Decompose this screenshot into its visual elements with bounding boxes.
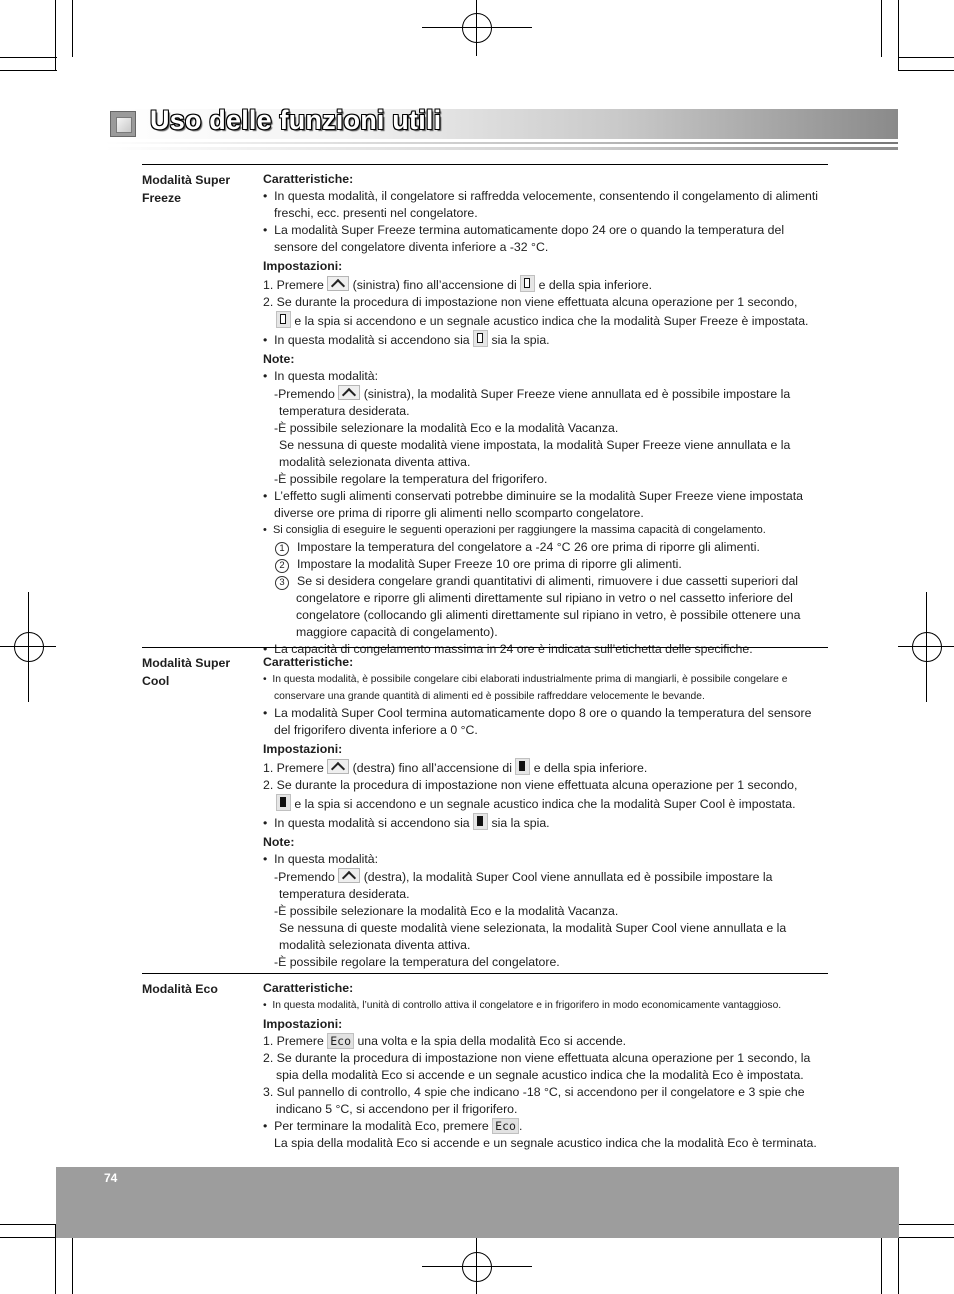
list-item: -È possibile selezionare la modalità Eco e la modalità Vacanza. bbox=[274, 904, 619, 918]
list-item: • In questa modalità si accendono sia sia la spia. bbox=[263, 330, 828, 349]
notes-heading: Note: bbox=[263, 352, 295, 366]
settings-heading: Impostazioni: bbox=[263, 1017, 343, 1031]
super-cool-lamp-icon bbox=[473, 813, 488, 830]
section-eco bbox=[142, 973, 828, 1154]
list-item: -È possibile selezionare la modalità Eco e la modalità Vacanza. bbox=[274, 421, 619, 435]
list-item: Se nessuna di queste modalità viene selezionata, la modalità Super Cool viene annullata e la modalità selezionata diventa attiva. bbox=[279, 921, 787, 952]
page-title: Uso delle funzioni utili bbox=[150, 105, 442, 135]
caret-up-button-icon bbox=[327, 759, 349, 774]
list-item: -Premendo (sinistra), la modalità Super Freeze viene annullata ed è possibile impostare la temperatura desiderata. bbox=[274, 387, 791, 418]
header-rule bbox=[105, 147, 898, 150]
header-square-icon bbox=[110, 111, 136, 137]
list-item: 1. Premere (destra) fino all’accensione di e della spia inferiore. bbox=[263, 758, 828, 777]
list-item: • La modalità Super Cool termina automaticamente dopo 8 ore o quando la temperatura del sensore del frigorifero diventa inferiore a 0 °C. bbox=[263, 706, 812, 737]
list-item: 2. Se durante la procedura di impostazione non viene effettuata alcuna operazione per 1 secondo, e la spia si accendono e un segnale acustico indica che la modalità Super Freeze è impostata. bbox=[263, 295, 809, 328]
list-item: • Per terminare la modalità Eco, premere Eco . La spia della modalità Eco si accende e un segnale acustico indica che la modalità Eco è terminata. bbox=[263, 1119, 817, 1150]
features-heading: Caratteristiche: bbox=[263, 655, 354, 669]
caret-up-button-icon bbox=[327, 276, 349, 291]
caret-up-button-icon bbox=[338, 868, 360, 883]
settings-heading: Impostazioni: bbox=[263, 259, 343, 273]
section-body bbox=[263, 171, 828, 658]
list-item: 2. Se durante la procedura di impostazione non viene effettuata alcuna operazione per 1 secondo, la spia della modalità Eco si accende e un segnale acustico indica che la modalità Eco è impostata. bbox=[263, 1051, 811, 1082]
list-item: • La capacità di congelamento massima in 24 ore è indicata sull’etichetta delle specifiche. bbox=[263, 642, 753, 656]
list-item: 2. Se durante la procedura di impostazione non viene effettuata alcuna operazione per 1 secondo, e la spia si accendono e un segnale acustico indica che la modalità Super Cool è impostata. bbox=[263, 778, 798, 811]
section-super-freeze bbox=[142, 164, 828, 656]
list-item: • La modalità Super Freeze termina automaticamente dopo 24 ore o quando la temperatura del sensore del congelatore diventa inferiore a -32 °C. bbox=[263, 223, 785, 254]
list-item: -È possibile regolare la temperatura del congelatore. bbox=[274, 955, 560, 969]
header-rule bbox=[105, 142, 898, 144]
features-heading: Caratteristiche: bbox=[263, 981, 354, 995]
notes-heading: Note: bbox=[263, 835, 295, 849]
list-item: 3 Se si desidera congelare grandi quantitativi di alimenti, rimuovere i due cassetti superiori dal congelatore e riporre gli alimenti direttamente sul ripiano in vetro o nel cassetto inferiore del congelatore (collocando gli alimenti direttamente sul ripiano in vetro, è possibile ottenere una maggiore capacità di congelamento). bbox=[263, 573, 828, 641]
section-label: Modalità Eco bbox=[142, 982, 218, 996]
step-number-badge: 2 bbox=[275, 559, 289, 573]
section-super-cool bbox=[142, 647, 828, 974]
caret-up-button-icon bbox=[338, 385, 360, 400]
list-item: • In questa modalità, l’unità di controllo attiva il congelatore e in frigorifero in modo economicamente vantaggioso. bbox=[263, 1000, 782, 1011]
list-item: • In questa modalità: bbox=[263, 852, 379, 866]
features-heading: Caratteristiche: bbox=[263, 172, 354, 186]
list-item: • In questa modalità, è possibile congelare cibi elaborati industrialmente prima di mangiarli, è possibile congelare e conservare una grande quantità di alimenti ed è possibile raffreddare velocemente le bevande. bbox=[263, 674, 788, 702]
list-item: 1 Impostare la temperatura del congelatore a -24 °C 26 ore prima di riporre gli alimenti. bbox=[263, 539, 828, 556]
list-item: • L’effetto sugli alimenti conservati potrebbe diminuire se la modalità Super Freeze viene impostata diverse ore prima di riporre gli alimenti nello scomparto congelatore. bbox=[263, 489, 803, 520]
list-item: • In questa modalità si accendono sia sia la spia. bbox=[263, 813, 828, 832]
super-cool-lamp-icon bbox=[276, 794, 291, 811]
section-label: Modalità Super Cool bbox=[142, 656, 231, 688]
eco-button-icon: Eco bbox=[327, 1033, 354, 1049]
super-cool-lamp-icon bbox=[515, 758, 530, 775]
section-body bbox=[263, 654, 828, 971]
list-item: • Si consiglia di eseguire le seguenti operazioni per raggiungere la massima capacità di congelamento. bbox=[263, 524, 766, 536]
step-number-badge: 1 bbox=[275, 542, 289, 556]
super-freeze-lamp-icon bbox=[520, 275, 535, 292]
list-item: 1. Premere (sinistra) fino all’accensione di e della spia inferiore. bbox=[263, 275, 828, 294]
footer-band bbox=[56, 1167, 899, 1238]
section-label: Modalità Super Freeze bbox=[142, 173, 231, 205]
section-body bbox=[263, 980, 828, 1152]
list-item: 3. Sul pannello di controllo, 4 spie che indicano -18 °C, si accendono per il congelatore e 3 spie che indicano 5 °C, si accendono per il frigorifero. bbox=[263, 1085, 805, 1116]
list-item: • In questa modalità, il congelatore si raffredda velocemente, consentendo il congelamento di alimenti freschi, ecc. presenti nel congelatore. bbox=[263, 189, 819, 220]
list-item: Se nessuna di queste modalità viene impostata, la modalità Super Freeze viene annullata e la modalità selezionata diventa attiva. bbox=[279, 438, 791, 469]
list-item: -Premendo (destra), la modalità Super Cool viene annullata ed è possibile impostare la temperatura desiderata. bbox=[274, 870, 773, 901]
list-item: 1. Premere Eco una volta e la spia della modalità Eco si accende. bbox=[263, 1034, 627, 1048]
super-freeze-lamp-icon bbox=[276, 311, 291, 328]
super-freeze-lamp-icon bbox=[473, 330, 488, 347]
settings-heading: Impostazioni: bbox=[263, 742, 343, 756]
list-item: • In questa modalità: bbox=[263, 369, 379, 383]
eco-button-icon: Eco bbox=[492, 1118, 519, 1134]
step-number-badge: 3 bbox=[275, 576, 289, 590]
list-item: 2 Impostare la modalità Super Freeze 10 ore prima di riporre gli alimenti. bbox=[263, 556, 828, 573]
list-item: -È possibile regolare la temperatura del frigorifero. bbox=[274, 472, 548, 486]
page-number: 74 bbox=[104, 1171, 118, 1185]
